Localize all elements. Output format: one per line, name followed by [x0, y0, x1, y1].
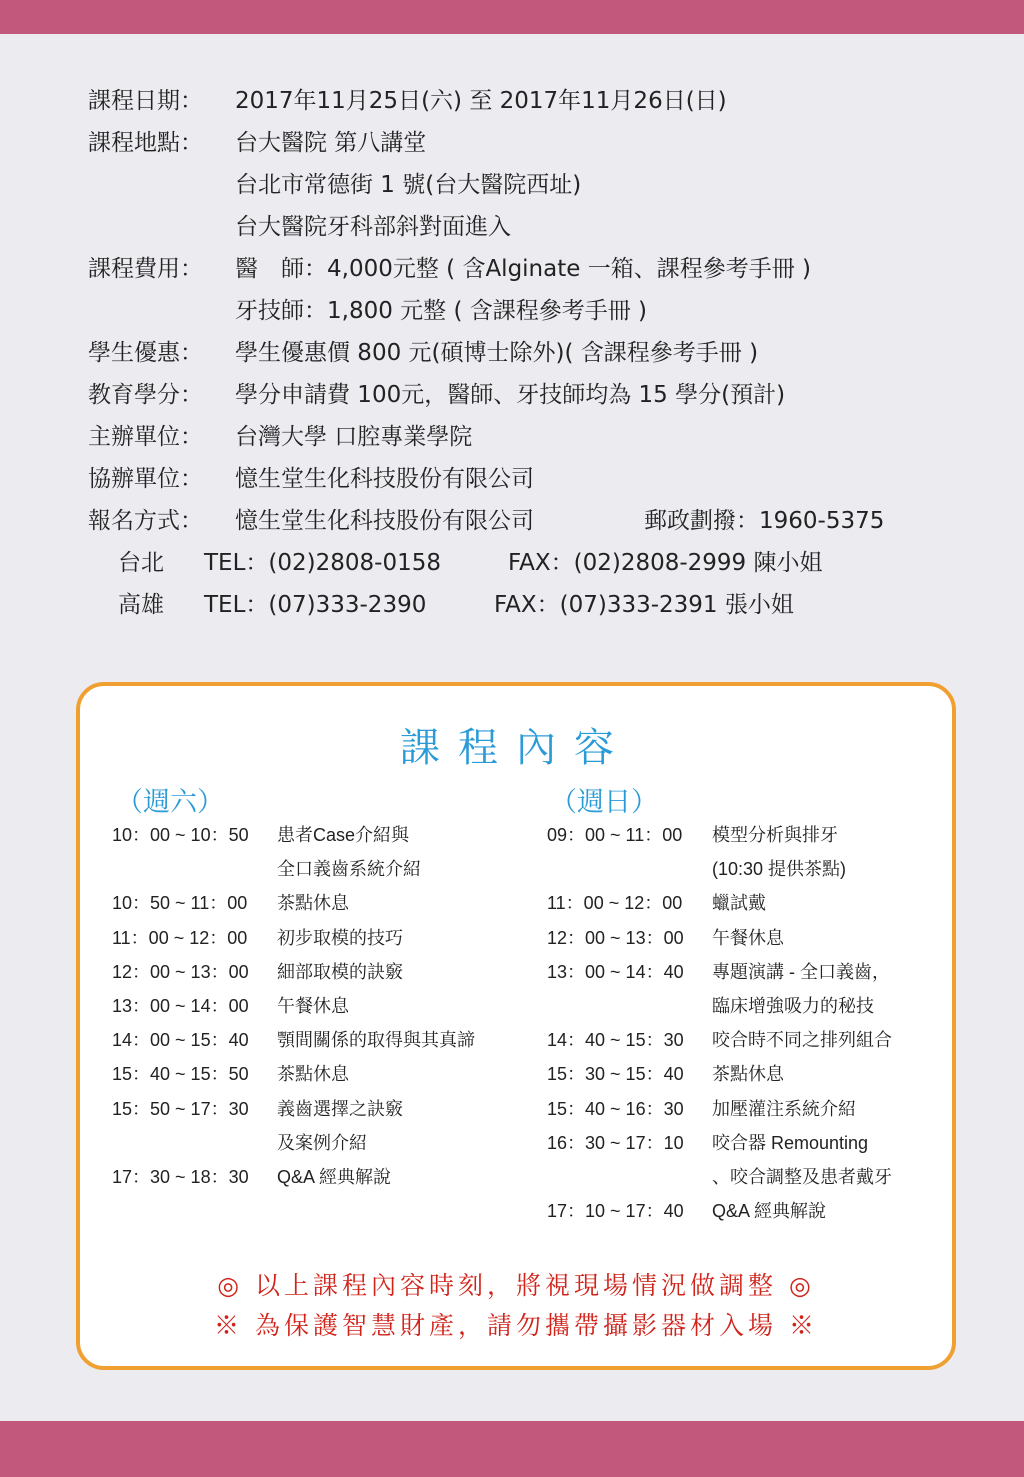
student-value: 學生優惠價 800 元(碩博士除外)( 含課程參考手冊 ) [235, 340, 759, 366]
credit-value: 學分申請費 100元，醫師、牙技師均為 15 學分(預計) [235, 382, 786, 408]
info-credit [88, 374, 968, 416]
postal-account: 郵政劃撥：1960-5375 [644, 508, 885, 534]
registration-value: 憶生堂生化科技股份有限公司 [235, 508, 534, 534]
schedule-time: 12：00 ~ 13：00 [112, 961, 249, 982]
fee-line: 醫 師：4,000元整 ( 含Alginate 一箱、課程參考手冊 ) [235, 256, 811, 282]
info-date [88, 80, 968, 122]
schedule-time: 12：00 ~ 13：00 [547, 927, 684, 948]
schedule-topic: (10:30 提供茶點) [712, 859, 847, 880]
schedule-topic: 午餐休息 [277, 995, 349, 1016]
schedule-topic: 蠟試戴 [712, 893, 766, 914]
bottom-banner [0, 1421, 1024, 1477]
schedule-time: 15：40 ~ 15：50 [112, 1064, 249, 1085]
contact-kaohsiung [88, 584, 968, 626]
schedule-time: 17：30 ~ 18：30 [112, 1166, 249, 1187]
schedule-topic: Q&A 經典解說 [712, 1201, 827, 1222]
organizer-value: 台灣大學 口腔專業學院 [235, 424, 473, 450]
info-organizer [88, 416, 968, 458]
fee-line: 牙技師：1,800 元整 ( 含課程參考手冊 ) [235, 298, 648, 324]
schedule-topic: 模型分析與排牙 [712, 825, 838, 845]
schedule-time: 14：40 ~ 15：30 [547, 1030, 684, 1051]
co-organizer-value: 憶生堂生化科技股份有限公司 [235, 466, 534, 492]
schedule-time: 17：10 ~ 17：40 [547, 1201, 684, 1222]
info-location-cont [88, 164, 968, 206]
top-banner [0, 0, 1024, 34]
info-location [88, 122, 968, 164]
schedule-topic: 義齒選擇之訣竅 [277, 1098, 403, 1119]
contact-tel: TEL：(02)2808-0158 [204, 550, 441, 576]
fee-label: 課程費用： [88, 256, 203, 282]
schedule-topic: 患者Case介紹與 [277, 825, 410, 845]
schedule-time: 10：50 ~ 11：00 [112, 893, 248, 914]
notice-adjust: ◎ 以上課程內容時刻，將視現場情況做調整 ◎ [217, 1271, 815, 1300]
schedule-topic: 午餐休息 [712, 927, 784, 948]
schedule-topic: 臨床增強吸力的秘技 [712, 995, 874, 1016]
schedule-topic: 咬合器 Remounting [712, 1132, 869, 1153]
date-label: 課程日期： [88, 88, 203, 114]
info-registration [88, 500, 968, 542]
location-label: 課程地點： [88, 130, 203, 156]
contact-city: 高雄 [118, 592, 164, 618]
info-co-organizer [88, 458, 968, 500]
schedule-time: 09：00 ~ 11：00 [547, 825, 683, 845]
course-content-card [76, 682, 956, 1370]
location-line: 台大醫院牙科部斜對面進入 [235, 214, 511, 240]
schedule-topic: Q&A 經典解說 [277, 1166, 392, 1187]
contact-city: 台北 [118, 550, 164, 576]
notices [80, 1266, 952, 1346]
schedule-topic: 顎間關係的取得與其真諦 [277, 1030, 475, 1051]
schedule-time: 11：00 ~ 12：00 [112, 927, 248, 948]
location-line: 台北市常德街 1 號(台大醫院西址) [235, 172, 582, 198]
schedule-topic: 細部取模的訣竅 [277, 961, 403, 982]
schedule-time: 14：00 ~ 15：40 [112, 1030, 249, 1051]
notice-no-recording: ※ 為保護智慧財產，請勿攜帶攝影器材入場 ※ [214, 1311, 818, 1340]
registration-label: 報名方式： [88, 508, 203, 534]
info-fee-cont [88, 290, 968, 332]
schedule-topic: 全口義齒系統介紹 [277, 859, 421, 880]
info-student [88, 332, 968, 374]
info-fee [88, 248, 968, 290]
schedule-time: 15：40 ~ 16：30 [547, 1098, 684, 1119]
co-organizer-label: 協辦單位： [88, 466, 203, 492]
schedule-time: 16：30 ~ 17：10 [547, 1132, 684, 1153]
credit-label: 教育學分： [88, 382, 203, 408]
student-label: 學生優惠： [88, 340, 203, 366]
schedule-time: 13：00 ~ 14：00 [112, 995, 249, 1016]
schedule-time: 11：00 ~ 12：00 [547, 893, 683, 914]
course-info [88, 80, 968, 626]
schedule-topic: 加壓灌注系統介紹 [712, 1098, 856, 1119]
contact-taipei [88, 542, 968, 584]
contact-fax: FAX：(07)333-2391 張小姐 [494, 592, 794, 618]
schedule-time: 15：50 ~ 17：30 [112, 1098, 249, 1119]
schedule-topic: 、咬合調整及患者戴牙 [712, 1166, 892, 1187]
card-title: 課程內容 [400, 725, 632, 771]
schedule-time: 15：30 ~ 15：40 [547, 1064, 684, 1085]
schedule-topic: 專題演講 - 全口義齒， [712, 961, 890, 982]
sunday-heading: （週日） [550, 787, 658, 818]
schedule-time: 10：00 ~ 10：50 [112, 825, 249, 845]
contact-fax: FAX：(02)2808-2999 陳小姐 [508, 550, 823, 576]
schedule-topic: 及案例介紹 [277, 1132, 367, 1153]
schedule-time: 13：00 ~ 14：40 [547, 961, 684, 982]
info-location-cont [88, 206, 968, 248]
date-value: 2017年11月25日(六) 至 2017年11月26日(日) [235, 88, 727, 114]
saturday-heading: （週六） [116, 787, 224, 818]
schedule-topic: 初步取模的技巧 [277, 927, 403, 948]
organizer-label: 主辦單位： [88, 424, 203, 450]
schedule-topic: 咬合時不同之排列組合 [712, 1030, 892, 1051]
schedule-topic: 茶點休息 [277, 893, 349, 914]
location-line: 台大醫院 第八講堂 [235, 130, 427, 156]
schedule-topic: 茶點休息 [712, 1064, 784, 1085]
schedule-topic: 茶點休息 [277, 1064, 349, 1085]
contact-tel: TEL：(07)333-2390 [204, 592, 427, 618]
